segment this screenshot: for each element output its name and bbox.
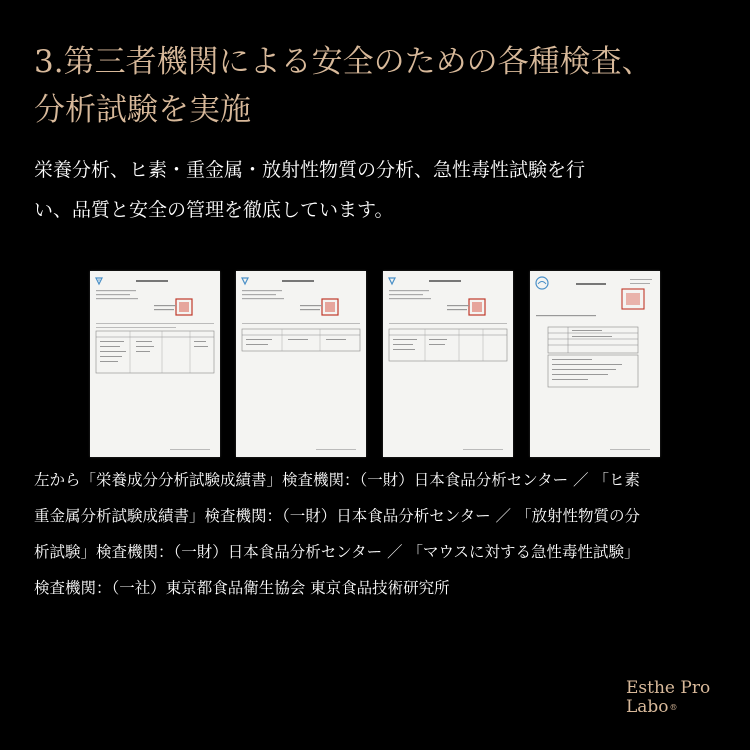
certificate-nutrition: [90, 271, 220, 457]
heading-line-1: 3.第三者機関による安全のための各種検査、: [34, 44, 653, 80]
lab-emblem-icon: [96, 278, 102, 284]
lab-emblem-icon: [242, 278, 248, 284]
seal-stamp: [322, 299, 338, 315]
intro-line-2: い、品質と安全の管理を徹底しています。: [34, 199, 394, 221]
lab-emblem-icon: [389, 278, 395, 284]
seal-stamp: [176, 299, 192, 315]
caption-line-3: 析試験」検査機関：（一財）日本食品分析センター ／ 「マウスに対する急性毒性試験」: [34, 543, 640, 561]
certificate-caption: [34, 462, 724, 606]
brand-logo: [626, 679, 710, 717]
logo-line-2: [626, 698, 710, 717]
caption-line-4: 検査機関：（一社）東京都食品衛生協会 東京食品技術研究所: [34, 579, 450, 597]
page-heading: [34, 38, 724, 134]
caption-line-1: 左から「栄養成分分析試験成績書」検査機関：（一財）日本食品分析センター ／ 「ヒ素: [34, 471, 640, 489]
certificate-acute-toxicity: [530, 271, 660, 457]
logo-line-2-text: Labo: [626, 697, 669, 717]
seal-stamp: [469, 299, 485, 315]
heading-line-2: 分析試験を実施: [34, 92, 251, 128]
certificate-gallery: [0, 271, 750, 459]
seal-stamp: [622, 289, 644, 309]
intro-line-1: 栄養分析、ヒ素・重金属・放射性物質の分析、急性毒性試験を行: [34, 159, 586, 181]
certificate-heavy-metals: [236, 271, 366, 457]
caption-line-2: 重金属分析試験成績書」検査機関：（一財）日本食品分析センター ／ 「放射性物質の分: [34, 507, 640, 525]
certificate-radioactive: [383, 271, 513, 457]
registered-mark: ®: [669, 703, 678, 712]
logo-line-1: Esthe Pro: [626, 678, 711, 698]
intro-text: [34, 150, 724, 230]
association-emblem-icon: [536, 277, 548, 289]
